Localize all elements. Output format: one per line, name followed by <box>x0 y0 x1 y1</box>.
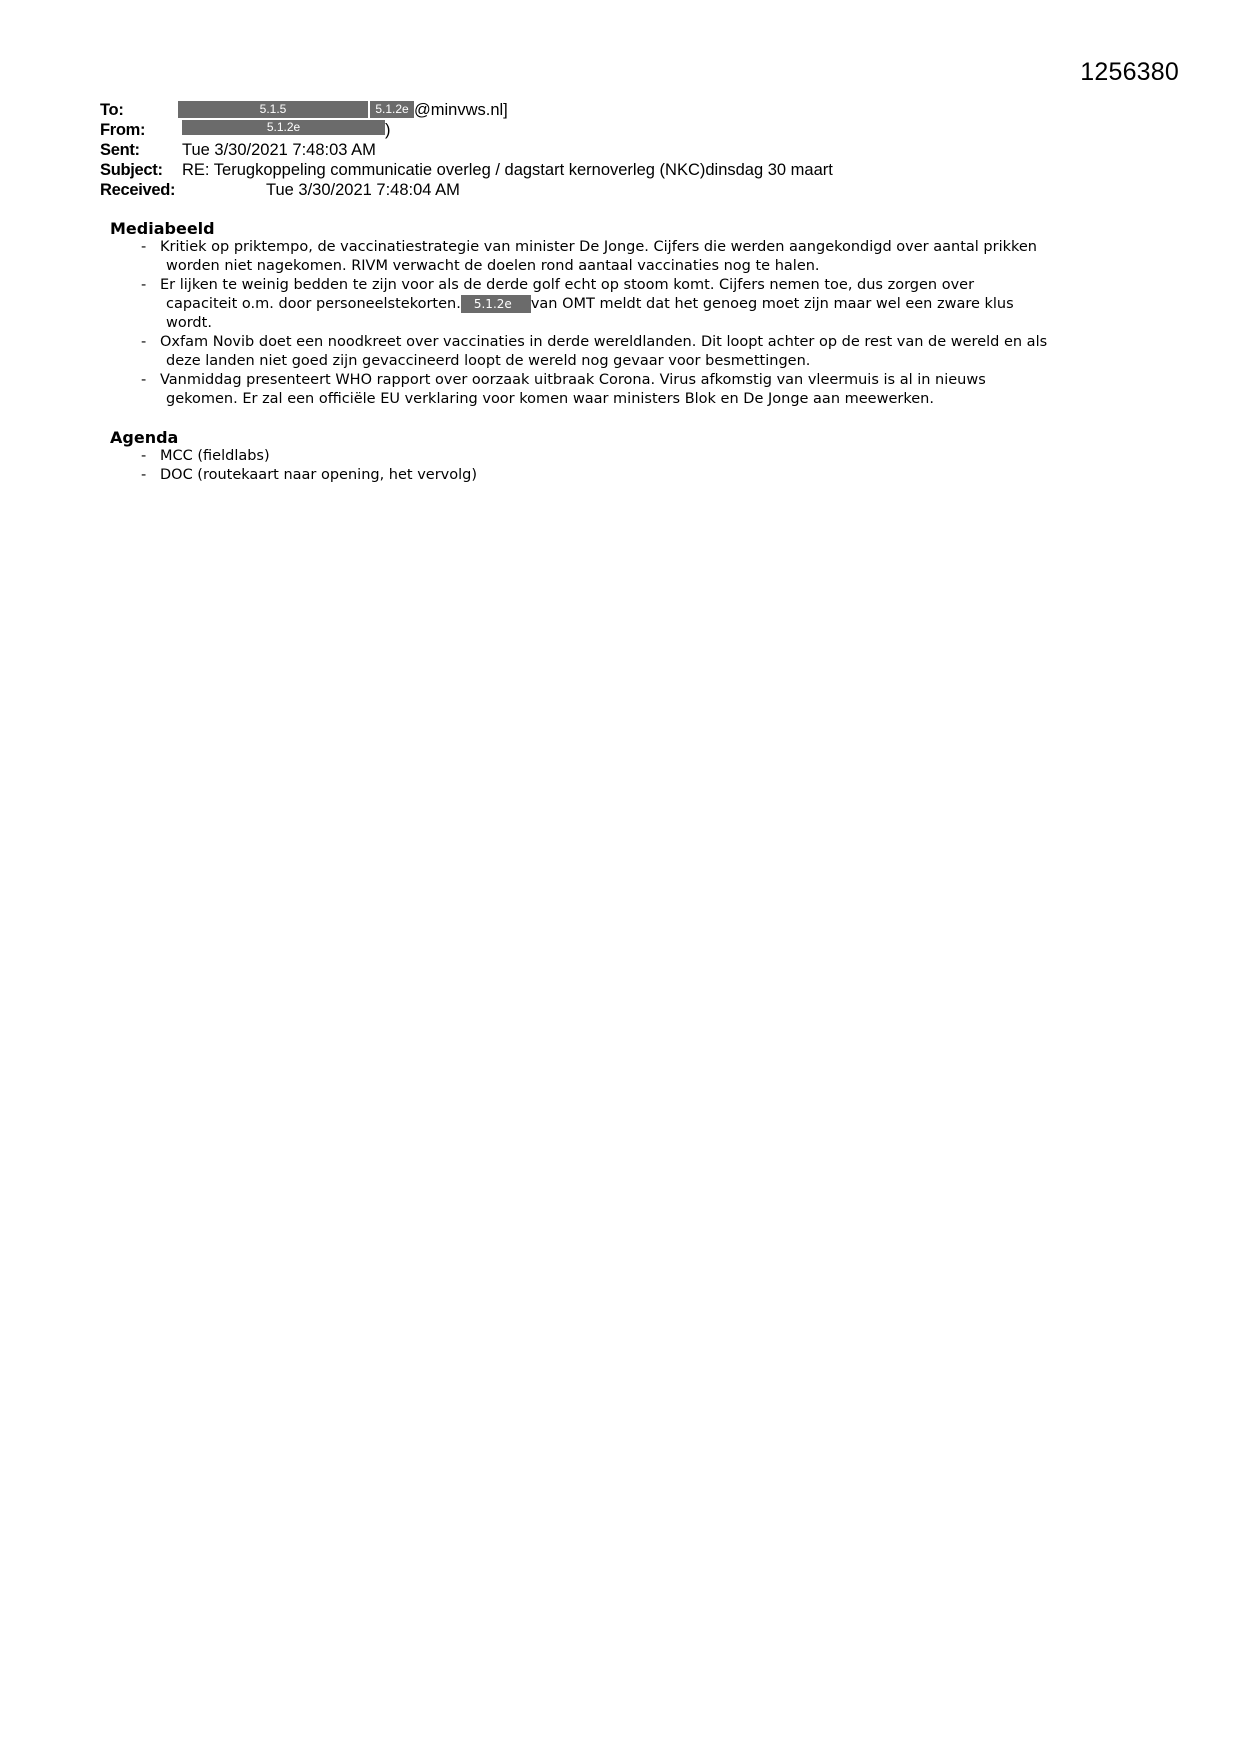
received-value: Tue 3/30/2021 7:48:04 AM <box>266 181 460 199</box>
list-item-line: gekomen. Er zal een officiële EU verklaring voor komen waar ministers Blok en De Jonge aan meewerken. <box>166 391 934 407</box>
redaction-box: 5.1.2e <box>370 101 414 118</box>
bullet-dash: - <box>141 448 147 464</box>
mediabeeld-list <box>110 238 1140 409</box>
bullet-dash: - <box>141 334 147 350</box>
email-body <box>110 219 1140 485</box>
redaction-box: 5.1.2e <box>182 120 385 135</box>
list-item <box>110 333 1140 371</box>
to-label: To: <box>100 101 124 119</box>
subject-value: RE: Terugkoppeling communicatie overleg / dagstart kernoverleg (NKC)dinsdag 30 maart <box>182 161 833 179</box>
bullet-dash: - <box>141 372 147 388</box>
section-title-mediabeeld: Mediabeeld <box>110 219 215 238</box>
bullet-dash: - <box>141 277 147 293</box>
section-spacer <box>110 409 1140 428</box>
list-item-line: worden niet nagekomen. RIVM verwacht de doelen rond aantaal vaccinaties nog te halen. <box>166 258 820 274</box>
list-item-line: MCC (fieldlabs) <box>160 448 270 464</box>
list-item <box>110 371 1140 409</box>
redaction-box: 5.1.5 <box>178 101 368 118</box>
list-item-line: Er lijken te weinig bedden te zijn voor als de derde golf echt op stoom komt. Cijfers nemen toe, dus zorgen over <box>160 277 975 293</box>
list-item-line: Oxfam Novib doet een noodkreet over vaccinaties in derde wereldlanden. Dit loopt achter op de rest van de wereld en als <box>160 334 1048 350</box>
list-item-line: wordt. <box>166 315 212 331</box>
list-item <box>110 466 1140 485</box>
section-title-agenda: Agenda <box>110 428 179 447</box>
list-item <box>110 276 1140 333</box>
from-suffix: ) <box>385 121 391 139</box>
sent-value: Tue 3/30/2021 7:48:03 AM <box>182 141 376 159</box>
bullet-dash: - <box>141 239 147 255</box>
list-item-text: van OMT meldt dat het genoeg moet zijn maar wel een zware klus <box>530 296 1014 312</box>
list-item-line: deze landen niet goed zijn gevaccineerd loopt de wereld nog gevaar voor besmettingen. <box>166 353 811 369</box>
bullet-dash: - <box>141 467 147 483</box>
from-label: From: <box>100 121 146 139</box>
document-id: 1256380 <box>1080 58 1179 86</box>
list-item-line: Kritiek op priktempo, de vaccinatiestrategie van minister De Jonge. Cijfers die werden aangekondigd over aantal prikken <box>160 239 1038 255</box>
subject-label: Subject: <box>100 161 163 179</box>
list-item <box>110 238 1140 276</box>
list-item-line <box>166 295 1140 314</box>
to-value <box>178 100 508 120</box>
list-item <box>110 447 1140 466</box>
sent-label: Sent: <box>100 141 140 159</box>
to-email-domain: @minvws.nl] <box>414 101 508 119</box>
from-value <box>182 120 391 140</box>
agenda-list <box>110 447 1140 485</box>
redaction-box: 5.1.2e <box>461 295 531 313</box>
list-item-line: Vanmiddag presenteert WHO rapport over oorzaak uitbraak Corona. Virus afkomstig van vleermuis is al in nieuws <box>160 372 986 388</box>
list-item-text: capaciteit o.m. door personeelstekorten. <box>166 296 461 312</box>
list-item-line: DOC (routekaart naar opening, het vervolg) <box>160 467 478 483</box>
received-label: Received: <box>100 181 176 199</box>
